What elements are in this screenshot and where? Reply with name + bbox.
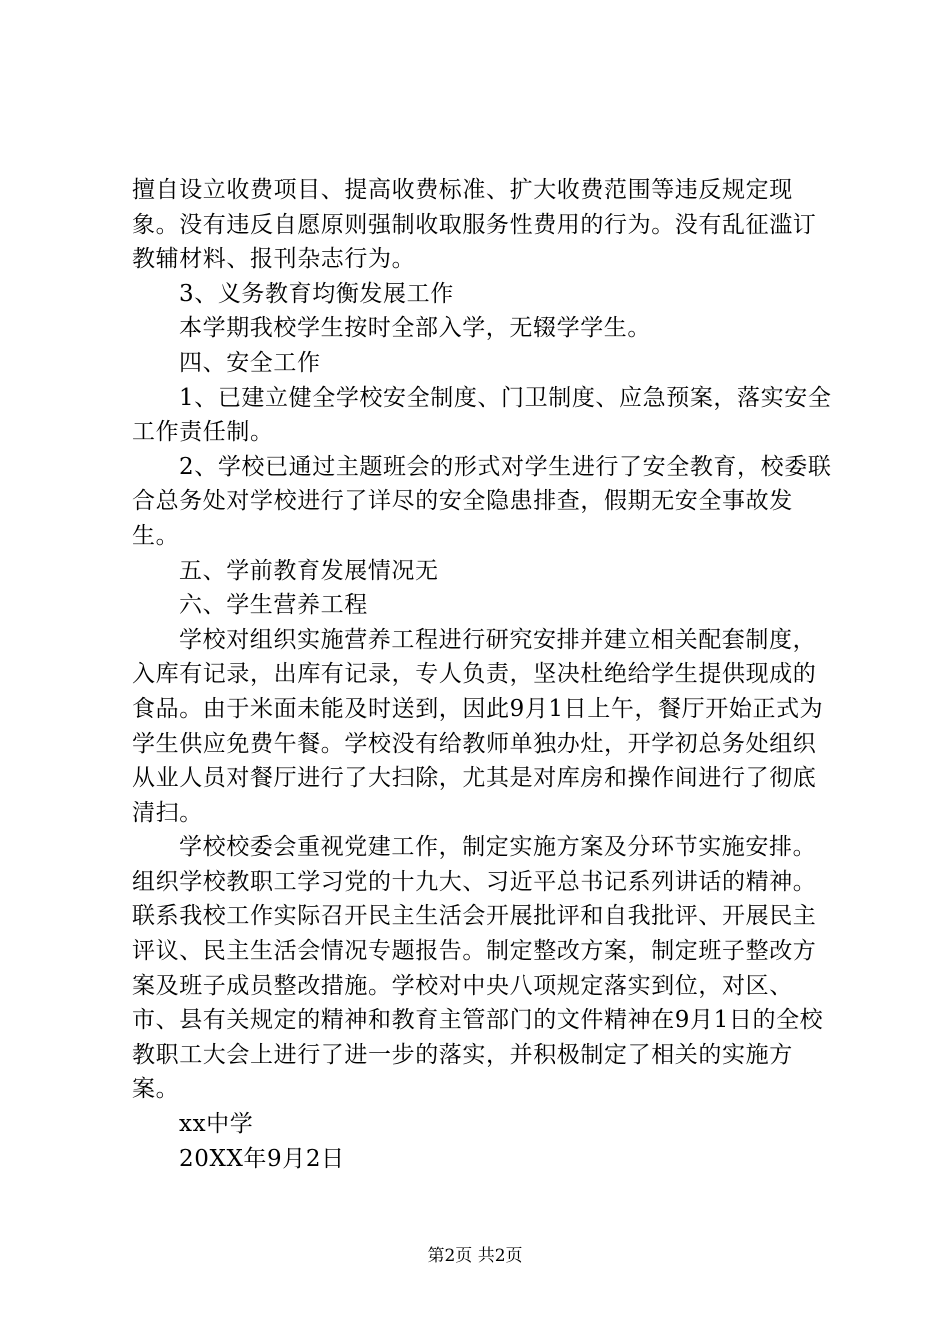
page-number: 第2页 共2页	[427, 1246, 523, 1266]
paragraph-nutrition: 学校对组织实施营养工程进行研究安排并建立相关配套制度，入库有记录，出库有记录，专人负责，坚决杜绝给学生提供现成的食品。由于米面未能及时送到，因此9月1日上午，餐厅开始正式为学生供应免费午餐。学校没有给教师单独办灶，开学初总务处组织从业人员对餐厅进行了大扫除，尤其是对库房和操作间进行了彻底清扫。	[132, 626, 824, 826]
signature-date: 20XX年9月2日	[179, 1145, 345, 1172]
document-body	[132, 173, 832, 1176]
paragraph-safety-1: 1、已建立健全学校安全制度、门卫制度、应急预案，落实安全工作责任制。	[132, 384, 832, 446]
paragraph-safety-2: 2、学校已通过主题班会的形式对学生进行了安全教育，校委联合总务处对学校进行了详尽的安全隐患排查，假期无安全事故发生。	[132, 453, 832, 549]
paragraph-enrollment: 本学期我校学生按时全部入学，无辍学学生。	[179, 315, 651, 342]
paragraph-fees: 擅自设立收费项目、提高收费标准、扩大收费范围等违反规定现象。没有违反自愿原则强制收取服务性费用的行为。没有乱征滥订教辅材料、报刊杂志行为。	[132, 177, 817, 273]
heading-compulsory-education: 3、义务教育均衡发展工作	[179, 280, 454, 307]
signature-school: xx中学	[179, 1111, 254, 1138]
heading-nutrition: 六、学生营养工程	[179, 592, 368, 619]
heading-preschool: 五、学前教育发展情况无	[179, 557, 439, 584]
paragraph-party-building: 学校校委会重视党建工作，制定实施方案及分环节实施安排。组织学校教职工学习党的十九大、习近平总书记系列讲话的精神。联系我校工作实际召开民主生活会开展批评和自我批评、开展民主评议、民主生活会情况专题报告。制定整改方案，制定班子整改方案及班子成员整改措施。学校对中央八项规定落实到位，对区、市、县有关规定的精神和教育主管部门的文件精神在9月1日的全校教职工大会上进行了进一步的落实，并积极制定了相关的实施方案。	[132, 834, 824, 1103]
heading-safety: 四、安全工作	[179, 349, 321, 376]
